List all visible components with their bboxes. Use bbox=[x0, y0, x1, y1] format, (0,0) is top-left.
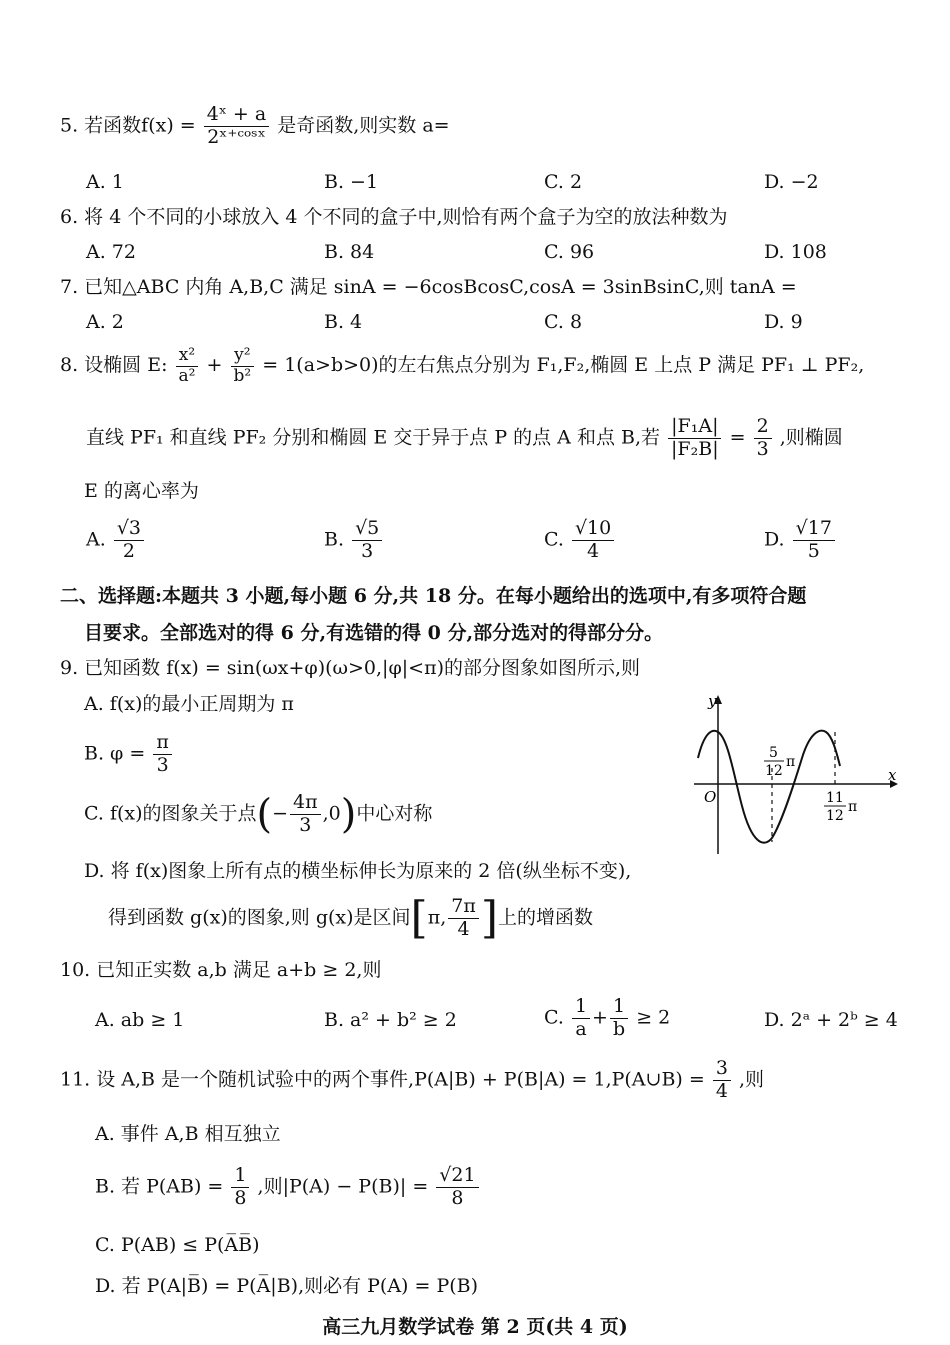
q9-option-c-frac bbox=[290, 792, 321, 837]
q11-option-b-frac1 bbox=[231, 1165, 249, 1210]
q8-option-b bbox=[324, 518, 384, 563]
q5-option-b: B. −1 bbox=[324, 171, 379, 193]
q9-option-b-den: 3 bbox=[156, 753, 169, 776]
q6-option-b: B. 84 bbox=[324, 241, 375, 263]
q8-option-a-frac bbox=[114, 518, 144, 563]
q5-option-d: D. −2 bbox=[764, 171, 819, 193]
q8-frac-y-den: b² bbox=[233, 365, 252, 386]
question-9: 9. 已知函数 f(x) = sin(ωx+φ)(ω>0,|φ|<π)的部分图象如图所示,则 bbox=[60, 657, 641, 679]
q9-option-c-num: 4π bbox=[290, 792, 321, 815]
q11-option-a: A. 事件 A,B 相互独立 bbox=[95, 1123, 281, 1145]
q5-stem-post: 是奇函数,则实数 a= bbox=[277, 114, 450, 137]
q8-option-a-label: A. bbox=[86, 528, 106, 551]
q8-frac-y bbox=[231, 346, 255, 386]
q11-option-b-frac2 bbox=[436, 1165, 478, 1210]
q5-fraction bbox=[204, 104, 269, 149]
q8-frac-x bbox=[176, 346, 199, 386]
q8-option-d-den: 5 bbox=[807, 539, 820, 562]
q8-ratio bbox=[668, 416, 722, 461]
q10-option-c-frac1 bbox=[572, 996, 590, 1041]
q9-option-b-frac bbox=[153, 732, 172, 777]
q9-option-c-post: 中心对称 bbox=[356, 802, 433, 825]
q8-option-c-frac bbox=[572, 518, 614, 563]
q8-frac-x-den: a² bbox=[178, 365, 196, 386]
q10-option-c-num1: 1 bbox=[572, 996, 590, 1019]
q9-option-d-post: 上的增函数 bbox=[497, 906, 593, 929]
q9-option-d-line1: D. 将 f(x)图象上所有点的横坐标伸长为原来的 2 倍(纵坐标不变), bbox=[84, 860, 632, 882]
q8-frac-x-num: x² bbox=[176, 346, 198, 367]
q8-option-b-num: √5 bbox=[352, 518, 382, 541]
q8-value-num: 2 bbox=[754, 416, 772, 439]
q10-option-c-label: C. bbox=[544, 1006, 564, 1029]
q8-ratio-num: |F₁A| bbox=[668, 416, 721, 439]
q8-option-c-label: C. bbox=[544, 528, 564, 551]
q11-option-b-den2: 8 bbox=[451, 1186, 464, 1209]
q10-option-c-plus: + bbox=[592, 1006, 608, 1029]
q9-option-c-zero: ,0 bbox=[322, 802, 341, 825]
q11-frac-den: 4 bbox=[715, 1079, 728, 1102]
q11-stem-post: ,则 bbox=[738, 1068, 765, 1091]
q9-option-d-rbracket: ] bbox=[480, 892, 498, 944]
q8-line2-post: ,则椭圆 bbox=[779, 426, 843, 449]
q9-option-c-rparen: ) bbox=[340, 791, 357, 838]
q8-option-c-den: 4 bbox=[587, 539, 600, 562]
q11-stem-pre: 11. 设 A,B 是一个随机试验中的两个事件,P(A|B) + P(B|A) = 1,P(A∪B) = bbox=[60, 1068, 705, 1091]
q9-option-a: A. f(x)的最小正周期为 π bbox=[84, 693, 294, 715]
q10-option-a: A. ab ≥ 1 bbox=[95, 1009, 185, 1031]
q11-option-b-den1: 8 bbox=[234, 1186, 247, 1209]
q6-option-d: D. 108 bbox=[764, 241, 827, 263]
q10-option-c-frac2 bbox=[610, 996, 628, 1041]
q8-option-d-num: √17 bbox=[793, 518, 835, 541]
q7-option-d: D. 9 bbox=[764, 311, 803, 333]
q9-option-c-den: 3 bbox=[299, 813, 312, 836]
q8-stem-pre: 8. 设椭圆 E: bbox=[60, 354, 168, 377]
q11-option-b bbox=[95, 1165, 481, 1210]
q9-option-d-lbracket: [ bbox=[410, 892, 428, 944]
q8-option-b-den: 3 bbox=[361, 539, 374, 562]
q8-option-b-frac bbox=[352, 518, 382, 563]
q7-option-a: A. 2 bbox=[86, 311, 124, 333]
q8-option-a-den: 2 bbox=[122, 539, 135, 562]
q9-option-b bbox=[84, 732, 174, 777]
mark1-den: 12 bbox=[765, 763, 783, 779]
q8-option-d-frac bbox=[793, 518, 835, 563]
q9-option-c-minus: − bbox=[272, 802, 289, 825]
q8-line-3: E 的离心率为 bbox=[84, 480, 199, 502]
q11-option-c: C. P(AB) ≤ P(A̅B̅) bbox=[95, 1234, 260, 1256]
q8-stem-post: = 1(a>b>0)的左右焦点分别为 F₁,F₂,椭圆 E 上点 P 满足 PF₁ ⊥ PF₂, bbox=[262, 354, 865, 377]
q10-option-d: D. 2ᵃ + 2ᵇ ≥ 4 bbox=[764, 1009, 898, 1031]
q5-frac-den: 2ˣ⁺ᶜᵒˢˣ bbox=[207, 125, 266, 148]
q11-option-b-num1: 1 bbox=[231, 1165, 249, 1188]
q10-option-c bbox=[544, 996, 670, 1041]
q9-option-b-num: π bbox=[153, 732, 172, 755]
q6-option-c: C. 96 bbox=[544, 241, 595, 263]
q8-value bbox=[754, 416, 772, 461]
q9-option-d-frac bbox=[448, 896, 479, 941]
q11-frac-num: 3 bbox=[713, 1058, 731, 1081]
q8-option-a-num: √3 bbox=[114, 518, 144, 541]
q8-value-den: 3 bbox=[756, 437, 769, 460]
question-8 bbox=[60, 346, 864, 386]
q11-frac bbox=[713, 1058, 731, 1103]
q5-option-a: A. 1 bbox=[86, 171, 124, 193]
q8-option-d bbox=[764, 518, 837, 563]
mark2-pi: π bbox=[848, 799, 858, 815]
q7-option-b: B. 4 bbox=[324, 311, 363, 333]
q8-option-d-label: D. bbox=[764, 528, 785, 551]
x-label: x bbox=[888, 766, 897, 784]
q11-option-d: D. 若 P(A|B̅) = P(A̅|B),则必有 P(A) = P(B) bbox=[95, 1275, 479, 1297]
q10-option-b: B. a² + b² ≥ 2 bbox=[324, 1009, 457, 1031]
q8-plus: + bbox=[206, 354, 223, 377]
mark1-num: 5 bbox=[769, 745, 778, 761]
q9-option-d-pre: 得到函数 g(x)的图象,则 g(x)是区间 bbox=[108, 906, 411, 929]
question-5 bbox=[60, 104, 450, 149]
q8-option-a bbox=[86, 518, 146, 563]
question-6: 6. 将 4 个不同的小球放入 4 个不同的盒子中,则恰有两个盒子为空的放法种数为 bbox=[60, 206, 728, 228]
question-10: 10. 已知正实数 a,b 满足 a+b ≥ 2,则 bbox=[60, 959, 382, 981]
q5-option-c: C. 2 bbox=[544, 171, 583, 193]
q10-option-c-den2: b bbox=[612, 1017, 626, 1040]
q9-option-d-pi: π, bbox=[427, 906, 447, 929]
q6-option-a: A. 72 bbox=[86, 241, 136, 263]
q10-option-c-den1: a bbox=[575, 1017, 587, 1040]
q8-option-c bbox=[544, 518, 616, 563]
origin-label: O bbox=[704, 788, 717, 806]
q9-option-c bbox=[84, 792, 432, 837]
section-2-heading-line2: 目要求。全部选对的得 6 分,有选错的得 0 分,部分选对的得部分分。 bbox=[84, 622, 664, 644]
page-footer: 高三九月数学试卷 第 2 页(共 4 页) bbox=[322, 1316, 628, 1338]
q8-ratio-den: |F₂B| bbox=[671, 437, 719, 460]
q9-option-c-pre: C. f(x)的图象关于点 bbox=[84, 802, 257, 825]
y-label: y bbox=[708, 692, 717, 710]
q9-option-d-line2 bbox=[108, 892, 593, 944]
q10-option-c-num2: 1 bbox=[610, 996, 628, 1019]
q8-option-c-num: √10 bbox=[572, 518, 614, 541]
mark1-pi: π bbox=[786, 754, 796, 770]
q9-option-d-den: 4 bbox=[457, 917, 470, 940]
question-7: 7. 已知△ABC 内角 A,B,C 满足 sinA = −6cosBcosC,cosA = 3sinBsinC,则 tanA = bbox=[60, 276, 797, 298]
q8-option-b-label: B. bbox=[324, 528, 345, 551]
q9-sine-graph bbox=[690, 688, 900, 858]
q8-line2-pre: 直线 PF₁ 和直线 PF₂ 分别和椭圆 E 交于异于点 P 的点 A 和点 B,若 bbox=[86, 426, 660, 449]
q11-option-b-num2: √21 bbox=[436, 1165, 478, 1188]
q8-frac-y-num: y² bbox=[231, 346, 253, 367]
q9-option-d-num: 7π bbox=[448, 896, 479, 919]
q10-option-c-post: ≥ 2 bbox=[636, 1006, 671, 1029]
mark2-num: 11 bbox=[826, 790, 844, 806]
q5-stem-pre: 5. 若函数f(x) = bbox=[60, 114, 196, 137]
q8-line-2 bbox=[86, 416, 843, 461]
q9-option-b-pre: B. φ = bbox=[84, 742, 146, 765]
q11-option-b-mid: ,则|P(A) − P(B)| = bbox=[257, 1175, 429, 1198]
q9-option-c-lparen: ( bbox=[256, 791, 273, 838]
q8-equals: = bbox=[729, 426, 746, 449]
question-11 bbox=[60, 1058, 764, 1103]
q11-option-b-pre: B. 若 P(AB) = bbox=[95, 1175, 224, 1198]
section-2-heading-line1: 二、选择题:本题共 3 小题,每小题 6 分,共 18 分。在每小题给出的选项中,有多项符合题 bbox=[60, 585, 807, 607]
mark2-den: 12 bbox=[826, 808, 844, 824]
q7-option-c: C. 8 bbox=[544, 311, 583, 333]
q5-frac-num: 4ˣ + a bbox=[204, 104, 269, 127]
